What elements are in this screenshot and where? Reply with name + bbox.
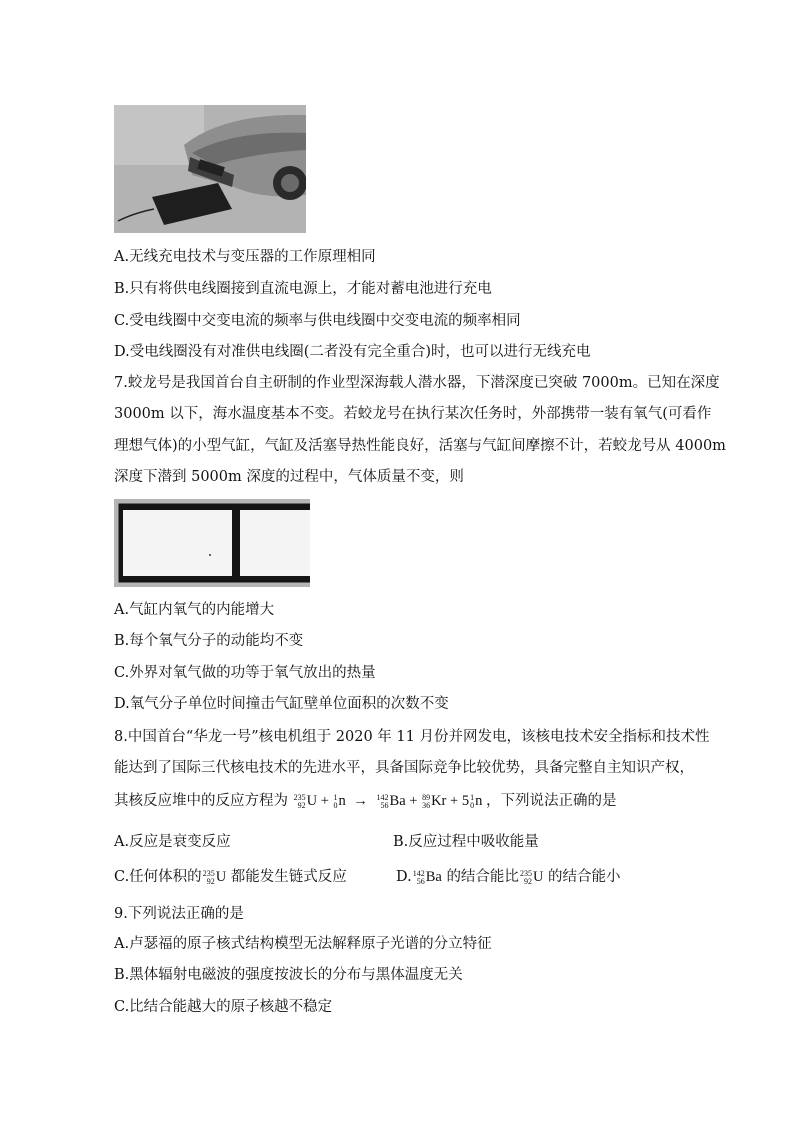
- q8-stem-line-2: 能达到了国际三代核电技术的先进水平，具备国际竞争比较优势，具备完整自主知识产权，: [114, 760, 694, 776]
- q7-option-d: D.氧气分子单位时间撞击气缸壁单位面积的次数不变: [114, 696, 449, 712]
- q8-equation-line: [114, 791, 616, 811]
- q6-option-a: A.无线充电技术与变压器的工作原理相同: [114, 249, 376, 265]
- q7-stem-line-2: 3000m 以下，海水温度基本不变。若蛟龙号在执行某次任务时，外部携带一装有氧气(可看作: [114, 406, 712, 422]
- q6-option-c: C.受电线圈中交变电流的频率与供电线圈中交变电流的频率相同: [114, 313, 521, 329]
- ba142-numbers: 142 56: [376, 792, 389, 810]
- q8-stem-line-1: 8.中国首台“华龙一号”核电机组于 2020 年 11 月份并网发电，该核电技术安全指标和技术性: [114, 729, 710, 745]
- q8-option-b: B.反应过程中吸收能量: [393, 834, 539, 850]
- q9-option-a: A.卢瑟福的原子核式结构模型无法解释原子光谱的分立特征: [114, 936, 492, 952]
- q7-stem-line-4: 深度下潜到 5000m 深度的过程中，气体质量不变，则: [114, 469, 464, 485]
- neutron-numbers-2: 1 0: [470, 792, 475, 810]
- q8-option-d: D. 142 56 Ba 的结合能比 235 92 U 的结合能小: [396, 868, 621, 886]
- q8-option-a: A.反应是衰变反应: [114, 834, 231, 850]
- q7-option-c: C.外界对氧气做的功等于氧气放出的热量: [114, 665, 376, 681]
- q8-equation-suffix: ，下列说法正确的是: [485, 793, 617, 809]
- q9-option-c: C.比结合能越大的原子核越不稳定: [114, 999, 333, 1015]
- q7-option-b: B.每个氧气分子的动能均不变: [114, 633, 304, 649]
- q7-option-a: A.气缸内氧气的内能增大: [114, 602, 275, 618]
- q6-option-d: D.受电线圈没有对准供电线圈(二者没有完全重合)时，也可以进行无线充电: [114, 344, 591, 360]
- q8-equation-prefix: 其核反应堆中的反应方程为: [114, 793, 288, 809]
- wireless-charging-photo: [114, 105, 306, 233]
- q8-option-c: C.任何体积的 235 92 U 都能发生链式反应: [114, 868, 347, 886]
- neutron-numbers: 1 0: [333, 792, 338, 810]
- q9-stem: 9.下列说法正确的是: [114, 906, 244, 922]
- q9-option-b: B.黑体辐射电磁波的强度按波长的分布与黑体温度无关: [114, 967, 463, 983]
- cylinder-icon: [114, 499, 310, 587]
- kr89-numbers: 89 36: [422, 792, 431, 810]
- q7-stem-line-3: 理想气体)的小型气缸，气缸及活塞导热性能良好，活塞与气缸间摩擦不计，若蛟龙号从 4000m: [114, 438, 726, 454]
- nuclear-equation: 235 92 U + 1 0 n → 142 56 Ba + 89 36 Kr + 5 1 0 n: [293, 792, 483, 810]
- cylinder-piston-diagram: [114, 499, 310, 587]
- car-charging-icon: [114, 105, 306, 233]
- q7-stem-line-1: 7.蛟龙号是我国首台自主研制的作业型深海载人潜水器，下潜深度已突破 7000m。已知在深度: [114, 375, 720, 391]
- u235-numbers: 235 92: [293, 792, 306, 810]
- q6-option-b: B.只有将供电线圈接到直流电源上，才能对蓄电池进行充电: [114, 281, 492, 297]
